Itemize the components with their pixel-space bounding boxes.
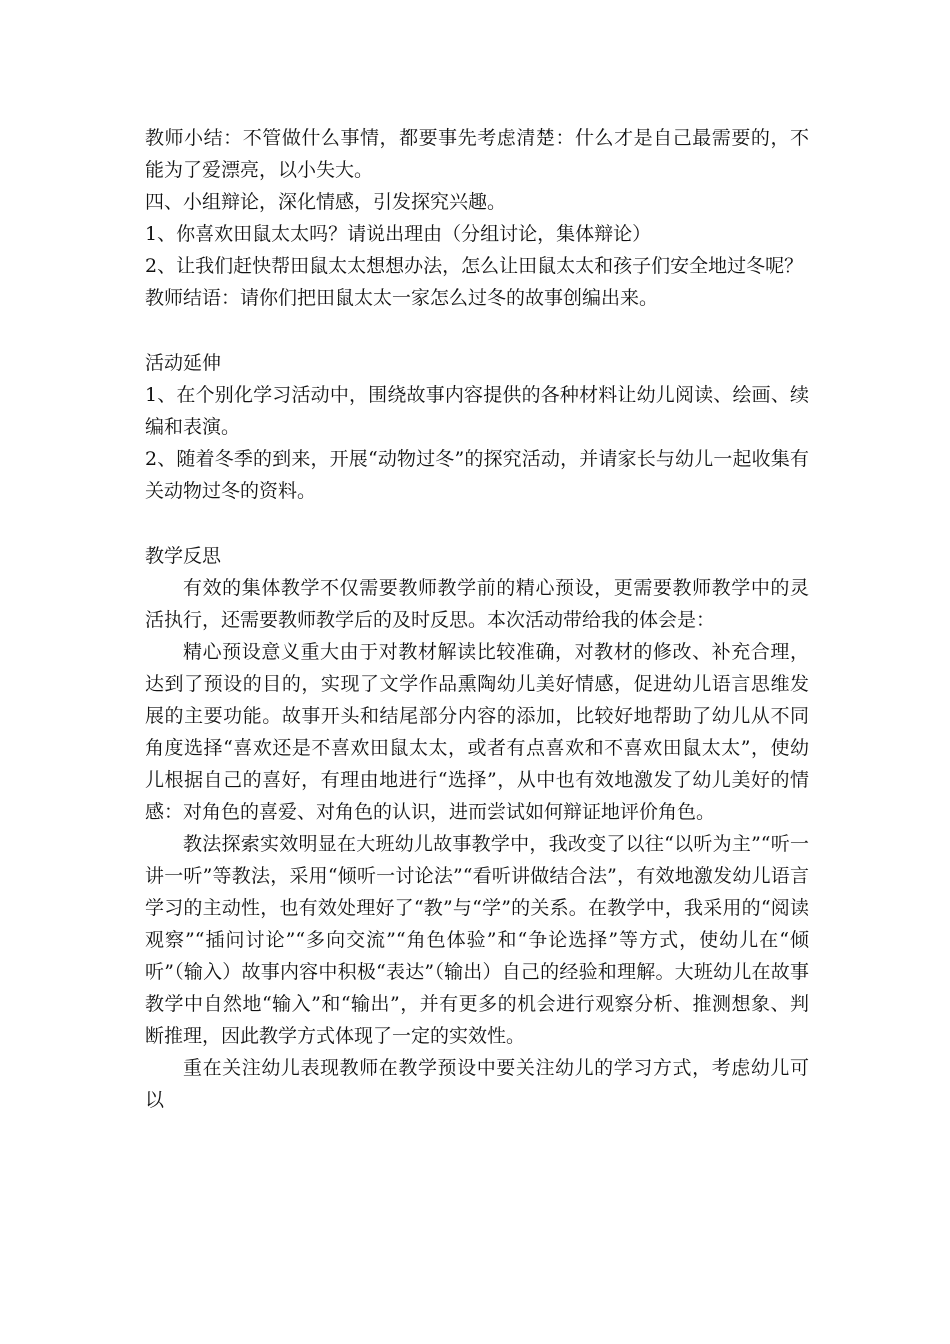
question-one: 1、你喜欢田鼠太太吗？请说出理由（分组讨论，集体辩论） bbox=[145, 223, 652, 245]
spacer bbox=[145, 507, 809, 540]
reflection-paragraph-preset: 精心预设意义重大由于对教材解读比较准确，对教材的修改、补充合理，达到了预设的目的，实现了文学作品熏陶幼儿美好情感，促进幼儿语言思维发展的主要功能。故事开头和结尾部分内容的添加，比较好地帮助了幼儿从不同角度选择“喜欢还是不喜欢田鼠太太，或者有点喜欢和不喜欢田鼠太太”，使幼儿根据自己的喜好，有理由地进行“选择”，从中也有效地激发了幼儿美好的情感：对角色的喜爱、对角色的认识，进而尝试如何辩证地评价角色。 bbox=[145, 641, 809, 823]
extension-item-two: 2、随着冬季的到来，开展“动物过冬”的探究活动，并请家长与幼儿一起收集有关动物过冬的资料。 bbox=[145, 448, 809, 502]
document-body bbox=[145, 122, 809, 1116]
question-two: 2、让我们赶快帮田鼠太太想想办法，怎么让田鼠太太和孩子们安全地过冬呢？ bbox=[145, 255, 804, 277]
reflection-paragraph-focus: 重在关注幼儿表现教师在教学预设中要关注幼儿的学习方式，考虑幼儿可以 bbox=[145, 1057, 809, 1111]
step-four-title: 四、小组辩论，深化情感，引发探究兴趣。 bbox=[145, 191, 507, 213]
extension-item-one: 1、在个别化学习活动中，围绕故事内容提供的各种材料让幼儿阅读、绘画、续编和表演。 bbox=[145, 384, 809, 438]
reflection-heading: 教学反思 bbox=[145, 545, 222, 567]
spacer bbox=[145, 314, 809, 347]
reflection-paragraph-intro: 有效的集体教学不仅需要教师教学前的精心预设，更需要教师教学中的灵活执行，还需要教师教学后的及时反思。本次活动带给我的体会是： bbox=[145, 577, 809, 631]
reflection-paragraph-method: 教法探索实效明显在大班幼儿故事教学中，我改变了以往“以听为主”“听一讲一听”等教法，采用“倾听一讨论法”“看听讲做结合法”，有效地激发幼儿语言学习的主动性，也有效处理好了“教”与“学”的关系。在教学中，我采用的“阅读观察”“插问讨论”“多向交流”“角色体验”和“争论选择”等方式，使幼儿在“倾听”（输入）故事内容中积极“表达”（输出）自己的经验和理解。大班幼儿在故事教学中自然地“输入”和“输出”，并有更多的机会进行观察分析、推测想象、判断推理，因此教学方式体现了一定的实效性。 bbox=[145, 833, 809, 1047]
extension-heading: 活动延伸 bbox=[145, 352, 222, 374]
teacher-summary-paragraph: 教师小结：不管做什么事情，都要事先考虑清楚：什么才是自己最需要的，不能为了爱漂亮，以小失大。 bbox=[145, 127, 809, 181]
teacher-closing-paragraph: 教师结语：请你们把田鼠太太一家怎么过冬的故事创编出来。 bbox=[145, 287, 659, 309]
